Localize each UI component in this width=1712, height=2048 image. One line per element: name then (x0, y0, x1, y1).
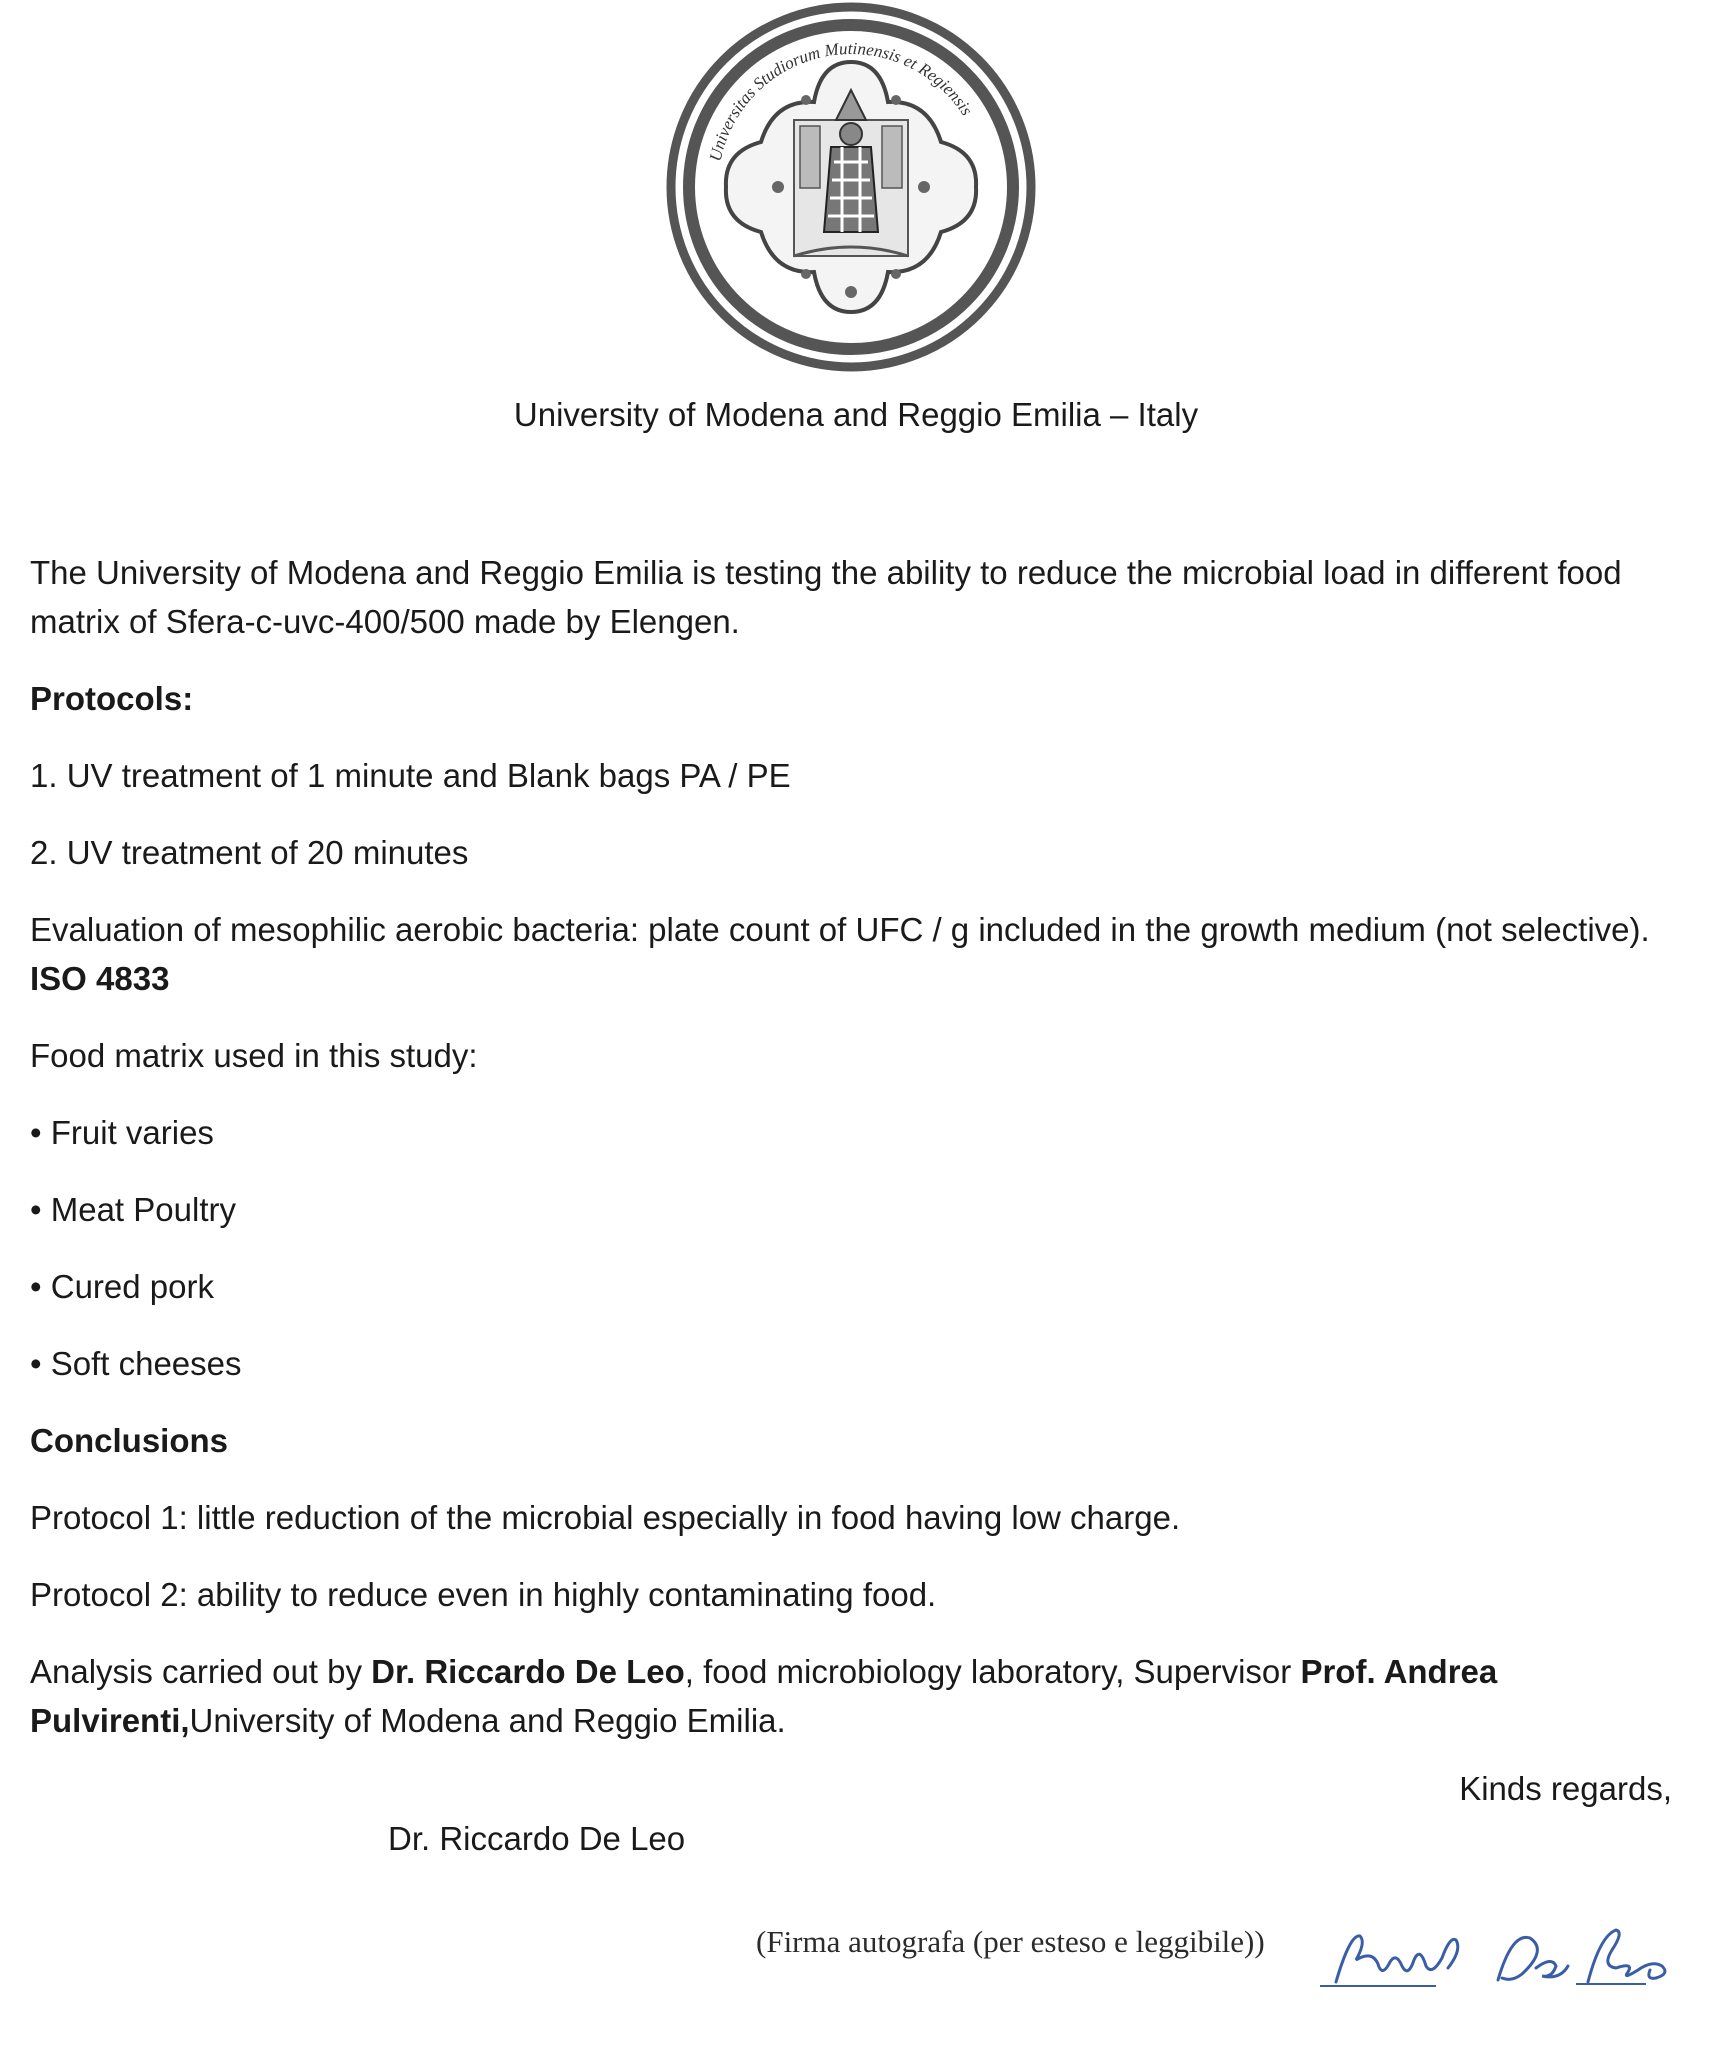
signature-label: (Firma autografa (per esteso e leggibile)) (756, 1924, 1265, 1959)
food-item: • Meat Poultry (30, 1185, 1670, 1234)
conclusion-2: Protocol 2: ability to reduce even in highly contaminating food. (30, 1576, 937, 1613)
food-item: • Soft cheeses (30, 1339, 1670, 1388)
analyst-name: Dr. Riccardo De Leo (371, 1653, 685, 1690)
conclusions-heading: Conclusions (30, 1422, 229, 1459)
signature-icon (1316, 1922, 1688, 1994)
handwritten-signature (1316, 1922, 1688, 1994)
evaluation-standard: ISO 4833 (30, 960, 170, 997)
analysis-middle: , food microbiology laboratory, Supervisor (684, 1653, 1301, 1690)
evaluation-paragraph (30, 905, 1670, 1003)
analysis-paragraph (30, 1647, 1670, 1745)
food-item: • Fruit varies (30, 1108, 1670, 1157)
document-body (30, 548, 1670, 1773)
seal-emblem-icon (666, 2, 1036, 372)
protocol-2: 2. UV treatment of 20 minutes (30, 834, 469, 871)
seal-inscription: Universitas Studiorum Mutinensis et Regiensis (705, 38, 977, 164)
supervisor-name: Prof. Andrea Pulvirenti, (30, 1653, 1498, 1739)
food-item: • Cured pork (30, 1262, 1670, 1311)
closing-regards: Kinds regards, (1459, 1770, 1672, 1807)
evaluation-text: Evaluation of mesophilic aerobic bacteria: plate count of UFC / g included in the growth medium (not selective). (30, 911, 1650, 948)
conclusion-1: Protocol 1: little reduction of the microbial especially in food having low charge. (30, 1499, 1181, 1536)
protocol-1: 1. UV treatment of 1 minute and Blank bags PA / PE (30, 757, 791, 794)
university-seal (666, 2, 1036, 372)
food-matrix-heading: Food matrix used in this study: (30, 1037, 478, 1074)
protocols-heading: Protocols: (30, 680, 194, 717)
analysis-suffix: University of Modena and Reggio Emilia. (189, 1702, 786, 1739)
university-line: University of Modena and Reggio Emilia – Italy (513, 396, 1199, 433)
signer-name: Dr. Riccardo De Leo (388, 1820, 686, 1857)
analysis-prefix: Analysis carried out by (30, 1653, 372, 1690)
intro-paragraph: The University of Modena and Reggio Emilia is testing the ability to reduce the microbial load in different food matrix of Sfera-c-uvc-400/500 made by Elengen. (30, 554, 1622, 640)
